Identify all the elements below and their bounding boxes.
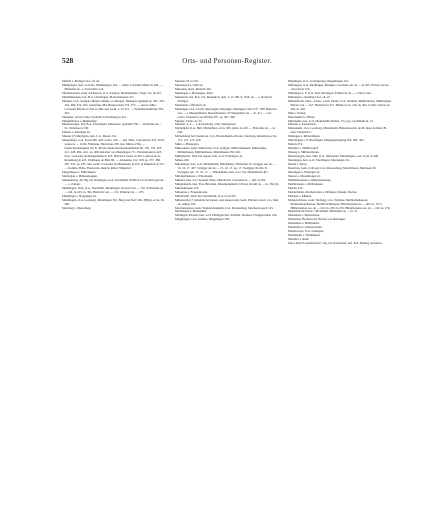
page-title: Orts- und Personen-Register. bbox=[182, 57, 272, 65]
register-entry: Millenbruch, Thur bei Uppen, hofr. A.O. Freiburg in 21. bbox=[175, 154, 244, 159]
register-entry: Menzer (?) Meyingen, herr. L.G. Meran 134. bbox=[62, 134, 117, 139]
register-entry: Mösingen s. Mitterdingen. bbox=[288, 134, 321, 139]
register-entry: Montrian, Gem. Zollvogl, O.A. Ravensburg, Morchlinsen, Morlnsen 30. bbox=[288, 165, 377, 170]
register-entry: Merhaigan s. Mährenbeugen. bbox=[62, 173, 98, 178]
register-entry: Mindelberg, herr. A.O. Mindelheim, Mindelberg. Haltarinus St. Swigger sen de — 15. 16. 17. 407. Swigger ten de — 15. 16. 17. ag. 17. Sweigger tm mil. St. Sweigger sen. 15. 16. 17. — Mindelheim, herr. A.O. Stz. Mindelheim 407. bbox=[175, 162, 276, 174]
register-entry: Mökringen, O.A. Riedlingen, Murigen. Conradus adr. de — in 305. Ulricus servus advocati in 276. bbox=[288, 82, 389, 91]
register-entry: Mergenthau, G.A. Koch 296. 444. ecclia. 236. — ehr. Tulle, Conradus in 316. Wolf-wraus de — in 96. Nittmann, Hartwinus 230. (nu. Mirrus 236). — Deutschordensspital zur St. Maria, Deutschordenskommende 90. 150. 170. 220. 221. 428. 484. rectr. sp. 408. Reichert von Mengingen 171. Ehersteinsen in 425. fere.: Conrades de Mergentheim in 425. Haltarine Vecke in 425. Ludewicus de Rohenberg in 425. Walthuere de Bulz 80. — Johanniter 122. 108. sp. 337. 386. 387. 333. sp. 435. 444. recktr. Conrades de Hohenberg in 425. in Rukerten in 315. — Kemlin, Haba, Fusslewin, Rezich, Rilrel, Wiganich. bbox=[62, 138, 165, 170]
register-entry: Mönchekriid s. Hürel. bbox=[288, 114, 315, 119]
register-entry: Mikro s. Binsadorn. bbox=[175, 142, 200, 147]
register-entry: Mosser s. Mossmingen sir. bbox=[288, 173, 321, 178]
register-entry: Minghabeide, herr. B.A. Bruchsal, Mundgeldeheim. Ulricus Krastil de — in. 362 (2). bbox=[175, 181, 279, 186]
register-entry: Michelfeld, O.A. Hall, Michelfeld. eccla. 365. plebs. in 410. — Haltarine de — in. 246. bbox=[175, 126, 276, 135]
register-entry: Momeltere s. Hildrindeul. bbox=[288, 221, 320, 226]
register-entry: Molsheim im Elsass ? Molsheim. Haltarinus de — in. 51. bbox=[288, 209, 359, 214]
page-header bbox=[62, 55, 392, 67]
page-number: 528 bbox=[62, 56, 74, 65]
register-entry: Montag s. Mühlweiberen. bbox=[288, 150, 320, 155]
register-entry: Merklenberg, abr. Bg. bei Nedlingen, O.A. Kirchheim. Fridrich von Zollern gecom. — s. Zollern. bbox=[62, 177, 164, 186]
register-entry: Menzer s. Reitinger sir. bbox=[62, 130, 91, 135]
register-entry: Morungen s. Moringer sir. bbox=[288, 169, 321, 174]
register-entry: Monbrucsen, O.A. Esslingen. bbox=[288, 229, 325, 234]
register-column-3 bbox=[288, 80, 392, 246]
register-entry: Momelsen. Bonusus der Herren von Dettingen. bbox=[288, 217, 346, 222]
register-entry: Moldese s. Mähele. bbox=[288, 193, 312, 198]
register-entry: Mengen, O.A. Saulgau, Mägin. Meing, er. Mengen, Meingen oppidum sp. 305. 352. 354. 384. 474. 505. Gemeinde 384. Burgerschaft 374. 375. — sancti. milie: Conrades Mariae in 334, in 384. und sacht. C. in 312. — Wihelmistenklöster 362. 361. bbox=[62, 98, 165, 115]
register-column-1 bbox=[62, 80, 166, 210]
register-entry: Michelsberg bei Cleebronn, O.A. Brackenheim, Kloster, Salzburg, Rohelberg eccla. 172. 174. 175. 429. bbox=[175, 134, 278, 143]
register-entry: Möllenbronn, Ober-, Unter-, Gem. Ennitz, O.A. Weildau, Mülibrunnen, Mülbrunnen. Herren von — 417. Berthold in 417. Heinricus in. 136. in. 404. in 445. Ulricus in. 404. in. 445. bbox=[288, 98, 392, 111]
register-entry: Mönch 274. bbox=[288, 142, 303, 147]
register-entry: Mönster s. Kernesbach. bbox=[288, 122, 317, 127]
register-entry: Mollbrunnen s. Mölbrunnen. bbox=[288, 181, 324, 186]
register-entry: Möglingen, O.A. Ludwigsburg, Meginlingen 161. bbox=[288, 79, 349, 83]
register-entry: Mönsheim, herr. A.O. Diekelsdahl, Baden, S.S. pye. Gichtheim in. 21. bbox=[288, 118, 374, 123]
register-entry: Mön s. Ermen. bbox=[288, 110, 307, 115]
register-entry: Mörckingen s. P. Riedlingen, Mörgingebergung 302. 382. 362. bbox=[288, 138, 365, 143]
register-entry: Mochlsaine s. Menzelitus. bbox=[175, 209, 207, 214]
register-entry: Mouru s. Moos. bbox=[288, 162, 308, 167]
register-entry: Metzingen, O.A. Urach, Mezzingen, Mezzigin, Meningen villa 273°, 389. Heinrich von — s. Mergenthulen, Deutschordens. H. Merganthre de — in. 211 — rect. ecclia. Ernestus (von Wittlis) 307. sp. 307. 389. bbox=[175, 106, 277, 119]
register-entry: Molfelt s. Batinger hof. oli. sir. bbox=[62, 79, 100, 83]
register-entry: Mondelfert s. Mondorentirl. bbox=[288, 225, 323, 230]
register-entry: Montarnogen, herr. Sulz, O.A. Oberndorf, Mesadingen. reot. eccla. in 409. bbox=[288, 154, 379, 159]
register-entry: Metzelöne s. Brushart sir. bbox=[175, 102, 207, 107]
register-entry: Merklingen, O.A. Leonberg, Merklingen 361. Burg und Dorf 166. 288(2). eccla. 69. 490. bbox=[62, 197, 165, 206]
register-entry: Messelen, nnyn. Reinold 443. bbox=[175, 86, 212, 91]
register-entry: Mögglingen, O.A. Gmünd, Mögglingen 359. bbox=[175, 217, 230, 222]
register-entry: Menkelshuwe s. Mekkelsfur. bbox=[62, 118, 98, 123]
register-entry: Mittelbersh, Wolf. Rot Ornatheim, O.A. Crail 347. bbox=[175, 193, 237, 198]
register-entry: Montfort s. Rohr. bbox=[288, 237, 310, 242]
register-entry: Mendelbeuren, Gem. Alchausen, O.A. Saulgau, Mendelbeurre. Wigta vol. de 457. bbox=[62, 90, 162, 95]
register-entry: Mersburg s. Meersburg. bbox=[62, 205, 92, 210]
register-entry: Moos mand? Gohelsmatt (? abg. bei Ortsterdorf, hof. B.A. Baden), Amortior. bbox=[288, 241, 383, 246]
register-entry: Mernasserd s. Odin sir. bbox=[175, 82, 204, 87]
register-entry: Mindgsillemaus s. Wittenbeun. bbox=[175, 173, 213, 178]
register-entry: Mergelingen s. Mitrelingen. bbox=[62, 169, 97, 174]
register-entry: Molltenbrunnen s. Mölpertshausen. bbox=[288, 177, 332, 182]
register-entry: Monebeurh s. Wildmurktr. bbox=[288, 233, 321, 238]
register-entry: Möhringen s. P. O.A. Sulz. Möringen. Fridericus de — s. Horn oder. bbox=[288, 90, 372, 95]
register-entry: Menzer, Chuno in. 53. bbox=[175, 118, 203, 123]
register-entry: Mödingen, Kloster, herr. A.O. Dillingen 461. Preditin. Prumsal. Predigerraitres 236. bbox=[175, 213, 278, 218]
register-entry: Messingen s. Mössingen, Rohr. bbox=[175, 90, 214, 95]
register-entry: Mörnsheim, O.A. Leonberg, Mörnsheim. Haltarinus mil. de M. mere de Rietz B. anar. Elisabeth C. bbox=[288, 126, 387, 135]
register-entry: Mikroshaus, Gem. Sültzerrain, O.A. Saulgau. Mülwelshausen, Miltinsshus, Miltinshusen, Mültinehusen, Miltenhusen 258. 262. bbox=[175, 146, 267, 155]
register-entry: Merklinger s. Boppinger sir. bbox=[62, 193, 97, 198]
register-entry: Missertne s. Frauenkloster. bbox=[175, 189, 208, 194]
register-entry: Mennewanger, hof, B.A. Überlingen, Meniwanc oppidum 330. — Haltarine de — St. Christian in 330. bbox=[62, 122, 163, 131]
register-entry: Messkirch, hof. B.A. Stz. Messkirch. pleb. C. in 189. fr. Walt. de — s. Rottweil Prediger. bbox=[175, 94, 272, 103]
register-entry: Mittenweile (? vielleicht bei Isener- und Ausserwald, Gem. Päwteul, Ared. L.G. Imst an. nahes) 134. bbox=[175, 197, 279, 206]
register-entry: Möhringer s. Reitinger hof. oli. sir. bbox=[288, 94, 331, 99]
register-entry: Mersner, H. in 252. bbox=[175, 79, 199, 83]
register-entry: Molstetten s. Mitterselten. bbox=[288, 213, 320, 218]
register-entry: Mochausaugen, Gem. Wolperwhosheim, O.A. Ravensburg. Mochenwonsch 123. bbox=[175, 205, 274, 210]
register-entry: Molder 216. bbox=[288, 185, 304, 190]
register-entry: Mendlinhausen, hof. B.A. Überlingen. Menzelshausen 471. bbox=[62, 94, 135, 99]
register-entry: Molperschhaus, Gem. Wolfegg, O.A. Waldsee, Molbruthehausen, Mollerdsholzhausen, Molbinrichthausen. Hildebrandus de — mil. in. 1373. Hildebrandus sea. de — mil. in. 256. in 276. Hildebrandus sea. de — mil. in. 276. bbox=[288, 197, 391, 210]
register-entry: Montfort s. Mühlverdorf. bbox=[288, 146, 319, 151]
register-entry: Molderfelder, Molderirunnt s. Dilingen; Dauam, Nachar. bbox=[288, 189, 358, 194]
register-entry: Menkeler, service dma. Elsabeth de Kurzburg in 421. bbox=[62, 114, 127, 119]
register-column-2 bbox=[175, 80, 279, 222]
register-entry: Montingen, herr. A.O. Nördlingen, Montingen 211. bbox=[288, 158, 351, 163]
register-entry: Michael, S. k — s. Ravensburg, Ulm, Weingarten. bbox=[175, 122, 237, 127]
register-entry: Minnenhausen 476. bbox=[175, 185, 200, 190]
register-entry: Merklingen, Dorf, O.A. Nordheim, Merklingen. Konrad von — 132. Eckhardus de — mil. in 223, in. 396. Heinrich von — 132. Walterus de — 105. bbox=[62, 185, 163, 194]
register-entry: Minfeld, herr. A.O. Kandel, Pfalz, Mundewill. Conradus de — mil. in 362. bbox=[175, 177, 267, 182]
register-entry: Mösne 269. bbox=[175, 158, 190, 163]
register-entry: Mömpelgart, herr. A.O.Stz. Memmingen 134. — mine: Conrades Miller in 260. — Haltesine de - e. Fourwelbs von. bbox=[62, 82, 163, 91]
